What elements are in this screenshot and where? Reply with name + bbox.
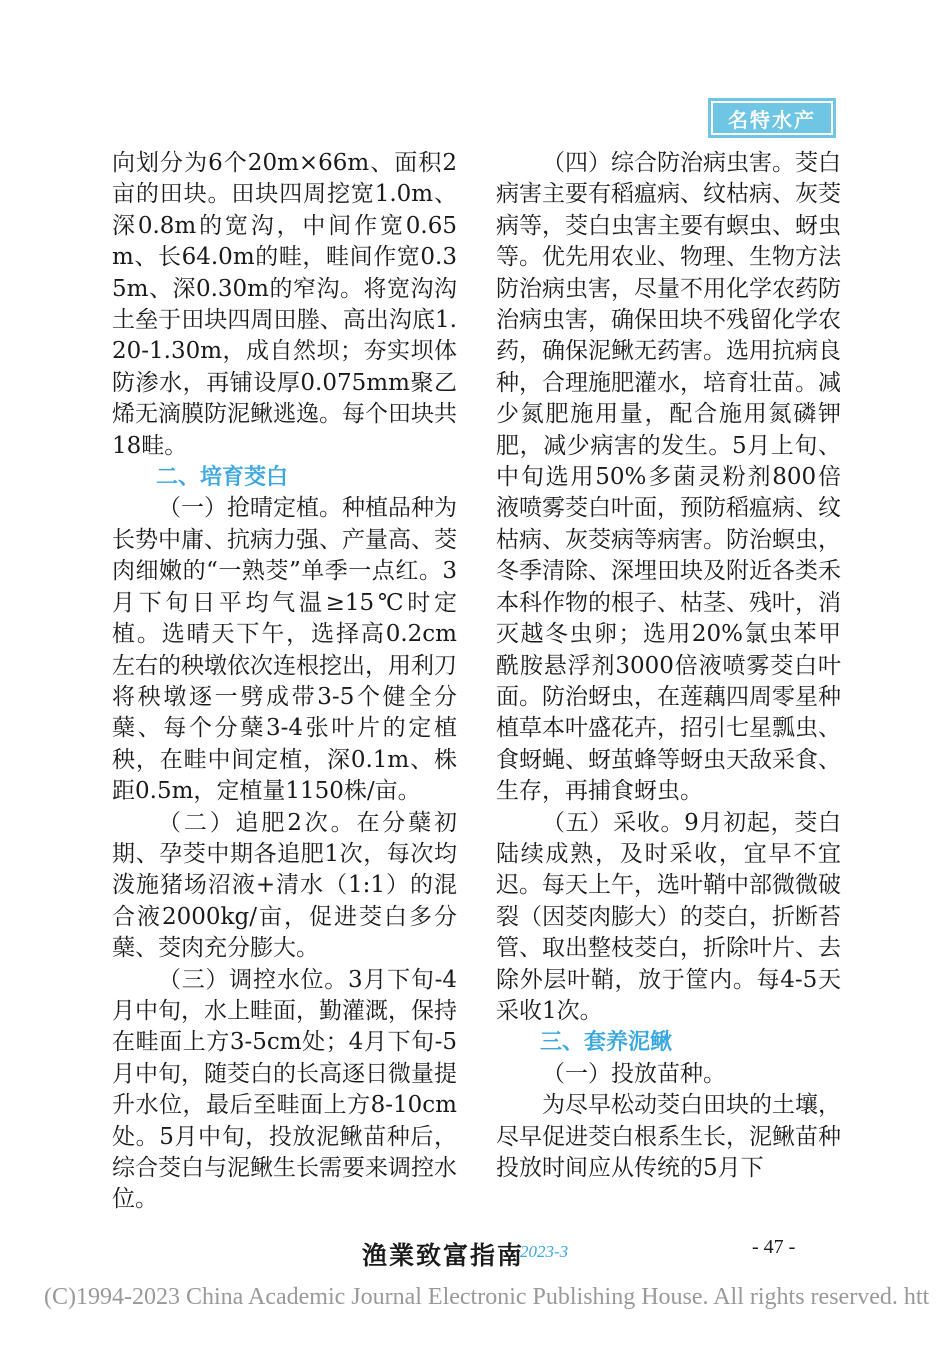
copyright-notice: (C)1994-2023 China Academic Journal Electronic Publishing House. All rights reserved. htt bbox=[44, 1284, 930, 1310]
journal-issue: 2023-3 bbox=[520, 1242, 569, 1261]
right-column bbox=[496, 148, 841, 1184]
journal-title: 渔業致富指南 bbox=[362, 1241, 525, 1270]
section-tag bbox=[708, 98, 836, 138]
section-tag-label: 名特水产 bbox=[711, 101, 833, 135]
paragraph-water-level: （三）调控水位。3月下旬-4月中旬，水上畦面，勤灌溉，保持在畦面上方3-5cm处；4月下旬-5月中旬，随茭白的长高逐日微量提升水位，最后至畦面上方8-10cm处。5月中旬，投放泥鳅苗种后，综合茭白与泥鳅生长需要来调控水位。 bbox=[112, 966, 457, 1213]
left-column bbox=[112, 148, 457, 1216]
paragraph-fertilizing: （二）追肥2次。在分蘖初期、孕茭中期各追肥1次，每次均泼施猪场沼液+清水（1:1）的混合液2000kg/亩，促进茭白多分蘖、茭肉充分膨大。 bbox=[112, 809, 457, 962]
heading-cultivate-water-bamboo: 二、培育茭白 bbox=[156, 465, 289, 491]
paragraph-pest-control: （四）综合防治病虫害。茭白病害主要有稻瘟病、纹枯病、灰茭病等，茭白虫害主要有螟虫、蚜虫等。优先用农业、物理、生物方法防治病虫害，尽量不用化学农药防治病虫害，确保田块不残留化学农药，确保泥鳅无药害。选用抗病良种，合理施肥灌水，培育壮苗。减少氮肥施用量，配合施用氮磷钾肥，减少病害的发生。5月上旬、中旬选用50%多菌灵粉剂800倍液喷雾茭白叶面，预防稻瘟病、纹枯病、灰茭病等病害。防治螟虫，冬季清除、深埋田块及附近各类禾本科作物的根子、枯茎、残叶，消灭越冬虫卵；选用20%氯虫苯甲酰胺悬浮剂3000倍液喷雾茭白叶面。防治蚜虫，在莲藕四周零星种植草本叶盛花卉，招引七星瓢虫、食蚜蝇、蚜茧蜂等蚜虫天敌采食、生存，再捕食蚜虫。 bbox=[496, 150, 841, 805]
paragraph-planting: （一）抢晴定植。种植品种为长势中庸、抗病力强、产量高、茭肉细嫩的“一熟茭”单季一点红。3月下旬日平均气温≥15℃时定植。选晴天下午，选择高0.2cm左右的秧墩依次连根挖出，用利刀将秧墩逐一劈成带3-5个健全分蘖、每个分蘖3-4张叶片的定植秧，在畦中间定植，深0.1m、株距0.5m，定植量1150株/亩。 bbox=[112, 495, 457, 805]
paragraph-field-layout: 向划分为6个20m×66m、面积2亩的田块。田块四周挖宽1.0m、深0.8m的宽沟，中间作宽0.65m、长64.0m的畦，畦间作宽0.35m、深0.30m的窄沟。将宽沟沟土垒于田块四周田塍、高出沟底1.20-1.30m，成自然坝；夯实坝体防渗水，再铺设厚0.075mm聚乙烯无滴膜防泥鳅逃逸。每个田块共18畦。 bbox=[112, 150, 457, 459]
paragraph-stocking: 为尽早松动茭白田块的土壤，尽早促进茭白根系生长，泥鳅苗种投放时间应从传统的5月下 bbox=[496, 1092, 841, 1181]
heading-loach-farming: 三、套养泥鳅 bbox=[540, 1030, 673, 1056]
page-number: - 47 - bbox=[752, 1236, 796, 1258]
paragraph-harvest: （五）采收。9月初起，茭白陆续成熟，及时采收，宜早不宜迟。每天上午，选叶鞘中部微微破裂（因茭肉膨大）的茭白，折断苔管、取出整枝茭白，折除叶片、去除外层叶鞘，放于筐内。每4-5天采收1次。 bbox=[496, 809, 841, 1024]
subheading-stocking: （一）投放苗种。 bbox=[542, 1060, 726, 1087]
